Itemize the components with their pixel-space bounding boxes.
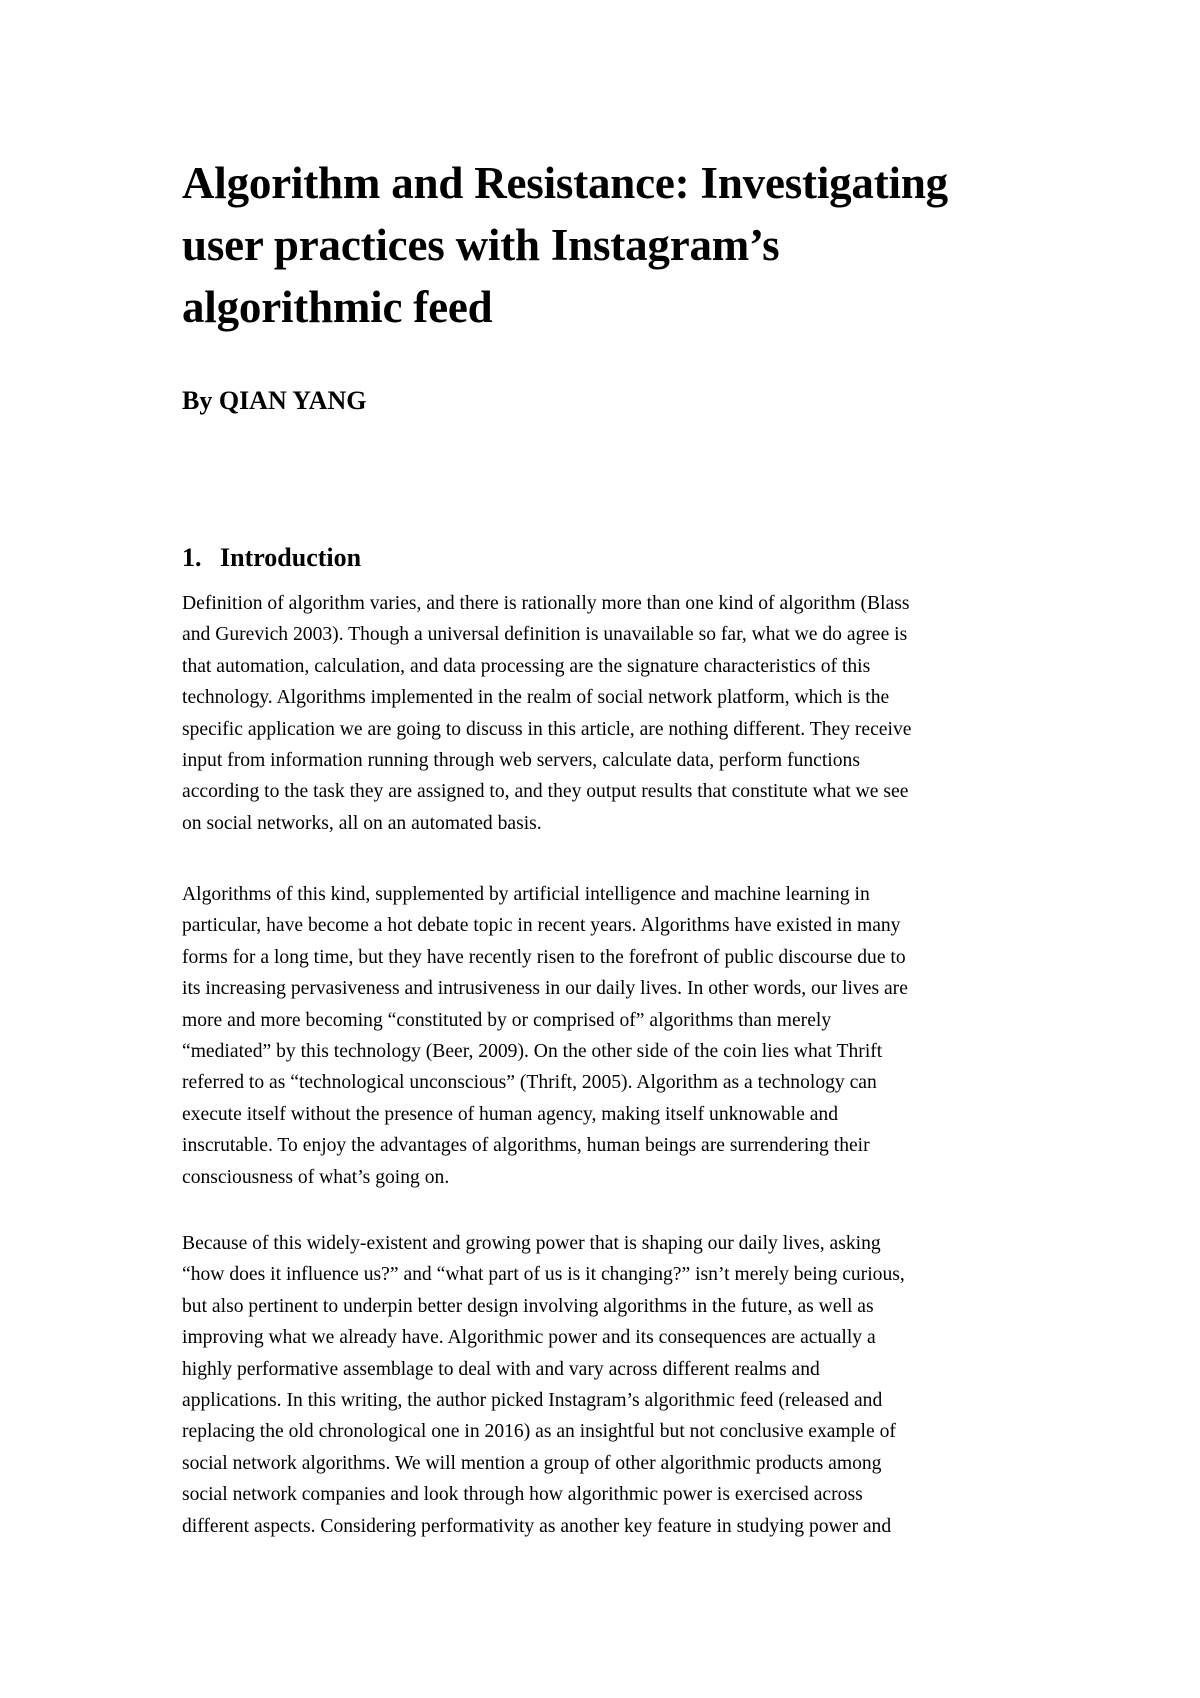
document-title <box>182 152 1062 338</box>
text-line: “mediated” by this technology (Beer, 2009). On the other side of the coin lies what Thrift <box>182 1041 883 1063</box>
text-line: technology. Algorithms implemented in the realm of social network platform, which is the <box>182 687 890 709</box>
text-line: particular, have become a hot debate topic in recent years. Algorithms have existed in many <box>182 915 901 937</box>
text-line: forms for a long time, but they have recently risen to the forefront of public discourse due to <box>182 946 906 968</box>
text-line: different aspects. Considering performativity as another key feature in studying power and <box>182 1515 892 1537</box>
paragraph-1 <box>182 588 1012 839</box>
text-line: Definition of algorithm varies, and there is rationally more than one kind of algorithm (Blass <box>182 593 910 614</box>
text-line: Algorithms of this kind, supplemented by artificial intelligence and machine learning in <box>182 884 870 905</box>
paragraph-3 <box>182 1228 1012 1542</box>
section-title: Introduction <box>220 543 362 572</box>
text-line: specific application we are going to discuss in this article, are nothing different. They receive <box>182 718 912 740</box>
section-number: 1. <box>182 543 202 572</box>
section-heading <box>182 541 361 575</box>
text-line: and Gurevich 2003). Though a universal definition is unavailable so far, what we do agree is <box>182 624 908 646</box>
text-line: applications. In this writing, the author picked Instagram’s algorithmic feed (released and <box>182 1390 883 1412</box>
text-line: but also pertinent to underpin better design involving algorithms in the future, as well as <box>182 1295 874 1317</box>
title-line: user practices with Instagram’s <box>182 220 780 270</box>
title-line: Algorithm and Resistance: Investigating <box>182 158 948 208</box>
text-line: “how does it influence us?” and “what part of us is it changing?” isn’t merely being curious, <box>182 1264 905 1286</box>
text-line: according to the task they are assigned to, and they output results that constitute what we see <box>182 781 909 803</box>
text-line: on social networks, all on an automated basis. <box>182 812 542 834</box>
text-line: input from information running through web servers, calculate data, perform functions <box>182 750 860 772</box>
text-line: referred to as “technological unconscious” (Thrift, 2005). Algorithm as a technology can <box>182 1072 877 1094</box>
text-line: its increasing pervasiveness and intrusiveness in our daily lives. In other words, our lives are <box>182 978 908 1000</box>
text-line: inscrutable. To enjoy the advantages of algorithms, human beings are surrendering their <box>182 1135 870 1157</box>
title-line: algorithmic feed <box>182 282 493 332</box>
text-line: execute itself without the presence of human agency, making itself unknowable and <box>182 1103 838 1125</box>
text-line: improving what we already have. Algorithmic power and its consequences are actually a <box>182 1327 876 1349</box>
author-byline: By QIAN YANG <box>182 386 367 415</box>
text-line: social network companies and look through how algorithmic power is exercised across <box>182 1484 863 1506</box>
text-line: highly performative assemblage to deal with and vary across different realms and <box>182 1358 820 1380</box>
text-line: more and more becoming “constituted by or comprised of” algorithms than merely <box>182 1009 832 1031</box>
text-line: consciousness of what’s going on. <box>182 1166 450 1188</box>
text-line: social network algorithms. We will mention a group of other algorithmic products among <box>182 1452 882 1474</box>
text-line: that automation, calculation, and data processing are the signature characteristics of this <box>182 655 871 677</box>
paragraph-2 <box>182 879 1012 1193</box>
text-line: Because of this widely-existent and growing power that is shaping our daily lives, asking <box>182 1233 881 1254</box>
text-line: replacing the old chronological one in 2016) as an insightful but not conclusive example of <box>182 1421 896 1443</box>
